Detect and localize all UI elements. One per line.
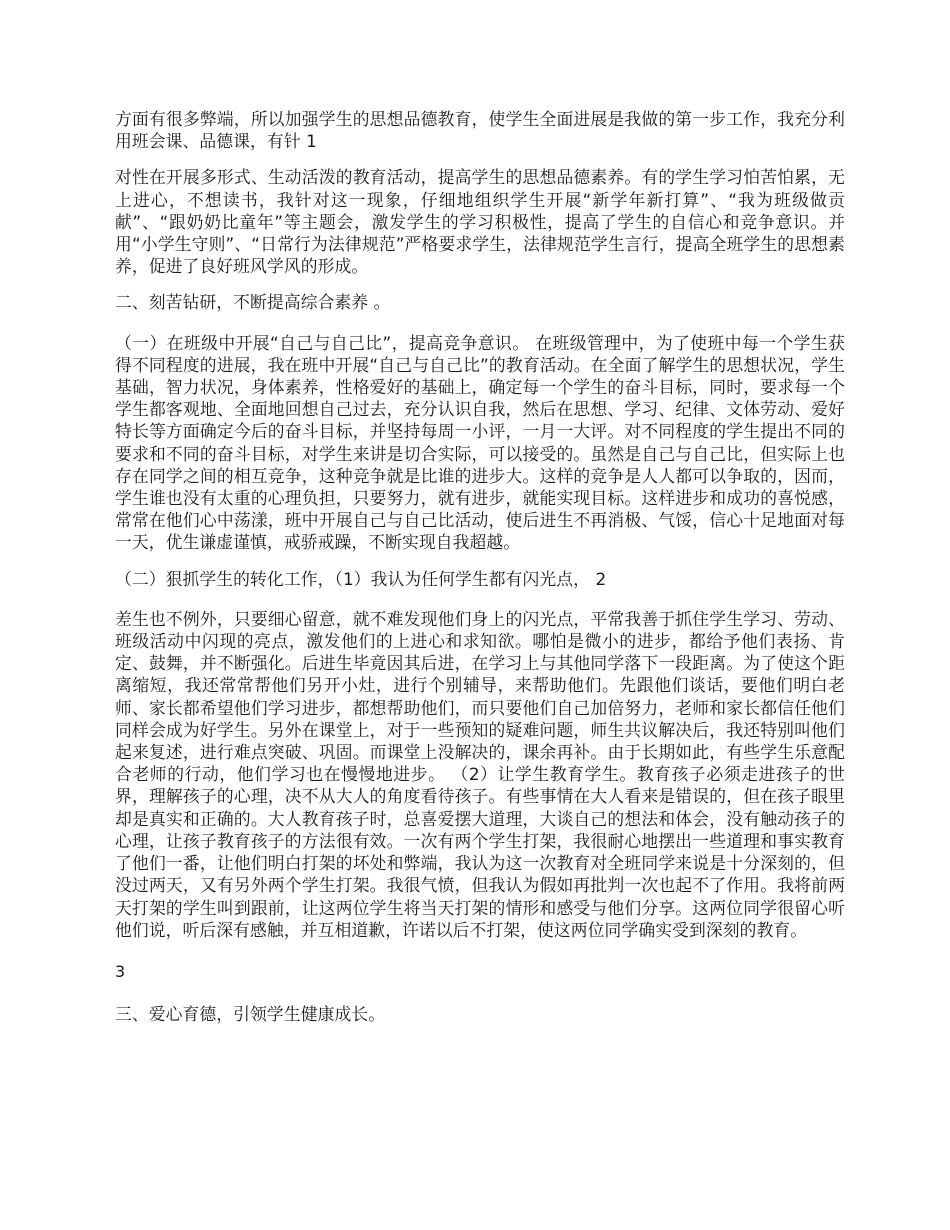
section-heading-2: 二、刻苦钻研，不断提高综合素养 。	[115, 292, 391, 313]
document-page	[115, 108, 845, 1025]
paragraph-intro: 方面有很多弊端，所以加强学生的思想品德教育，使学生全面进展是我做的第一步工作，我充分利用班会课、品德课，有针 1	[115, 109, 845, 152]
page-number: 3	[115, 961, 126, 981]
paragraph-moral-education: 对性在开展多形式、生动活泼的教育活动，提高学生的思想品德素养。有的学生学习怕苦怕累，无上进心，不想读书，我针对这一现象，仔细地组织学生开展“新学年新打算”、“我为班级做贡献”、“跟奶奶比童年”等主题会，激发学生的学习积极性，提高了学生的自信心和竞争意识。并用“小学生守则”、“日常行为法律规范”严格要求学生，法律规范学生言行，提高全班学生的思想素养，促进了良好班风学风的形成。	[115, 167, 845, 277]
section-heading-3: 三、爱心育德，引领学生健康成长。	[115, 1003, 386, 1024]
paragraph-transformation-heading: （二）狠抓学生的转化工作，（1）我认为任何学生都有闪光点， 2	[115, 568, 607, 589]
paragraph-transformation-body: 差生也不例外，只要细心留意，就不难发现他们身上的闪光点，平常我善于抓住学生学习、劳动、班级活动中闪现的亮点，激发他们的上进心和求知欲。哪怕是微小的进步，都给予他们表扬、肯定、鼓舞，并不断强化。后进生毕竟因其后进，在学习上与其他同学落下一段距离。为了使这个距离缩短，我还常常帮他们另开小灶，进行个别辅导，来帮助他们。先跟他们谈话，要他们明白老师、家长都希望他们学习进步，都想帮助他们，而只要他们自己加倍努力，老师和家长都信任他们同样会成为好学生。另外在课堂上，对于一些预知的疑难问题，师生共议解决后，我还特别叫他们起来复述，进行难点突破、巩固。而课堂上没解决的，课余再补。由于长期如此，有些学生乐意配合老师的行动，他们学习也在慢慢地进步。 （2）让学生教育学生。教育孩子必须走进孩子的世界，理解孩子的心理，决不从大人的角度看待孩子。有些事情在大人看来是错误的，但在孩子眼里却是真实和正确的。大人教育孩子时，总喜爱摆大道理，大谈自己的想法和体会，没有触动孩子的心理，让孩子教育孩子的方法很有效。一次有两个学生打架，我很耐心地摆出一些道理和事实教育了他们一番，让他们明白打架的坏处和弊端，我认为这一次教育对全班同学来说是十分深刻的，但没过两天，又有另外两个学生打架。我很气愤，但我认为假如再批判一次也起不了作用。我将前两天打架的学生叫到跟前，让这两位学生将当天打架的情形和感受与他们分享。这两位同学很留心听他们说，听后深有感触，并互相道歉，许诺以后不打架，使这两位同学确实受到深刻的教育。	[115, 608, 845, 940]
paragraph-self-comparison: （一）在班级中开展“自己与自己比”，提高竞争意识。 在班级管理中，为了使班中每一个学生获得不同程度的进展，我在班中开展“自己与自己比”的教育活动。在全面了解学生的思想状况，学生基础，智力状况，身体素养，性格爱好的基础上，确定每一个学生的奋斗目标，同时，要求每一个学生都客观地、全面地回想自己过去，充分认识自我，然后在思想、学习、纪律、文体劳动、爱好特长等方面确定今后的奋斗目标，并坚持每周一小评，一月一大评。对不同程度的学生提出不同的要求和不同的奋斗目标，对学生来讲是切合实际，可以接受的。虽然是自己与自己比，但实际上也存在同学之间的相互竞争，这种竞争就是比谁的进步大。这样的竞争是人人都可以争取的，因而，学生谁也没有太重的心理负担，只要努力，就有进步，就能实现目标。这样进步和成功的喜悦感，常常在他们心中荡漾，班中开展自己与自己比活动，使后进生不再消极、气馁，信心十足地面对每一天，优生谦虚谨慎，戒骄戒躁，不断实现自我超越。	[115, 332, 845, 553]
